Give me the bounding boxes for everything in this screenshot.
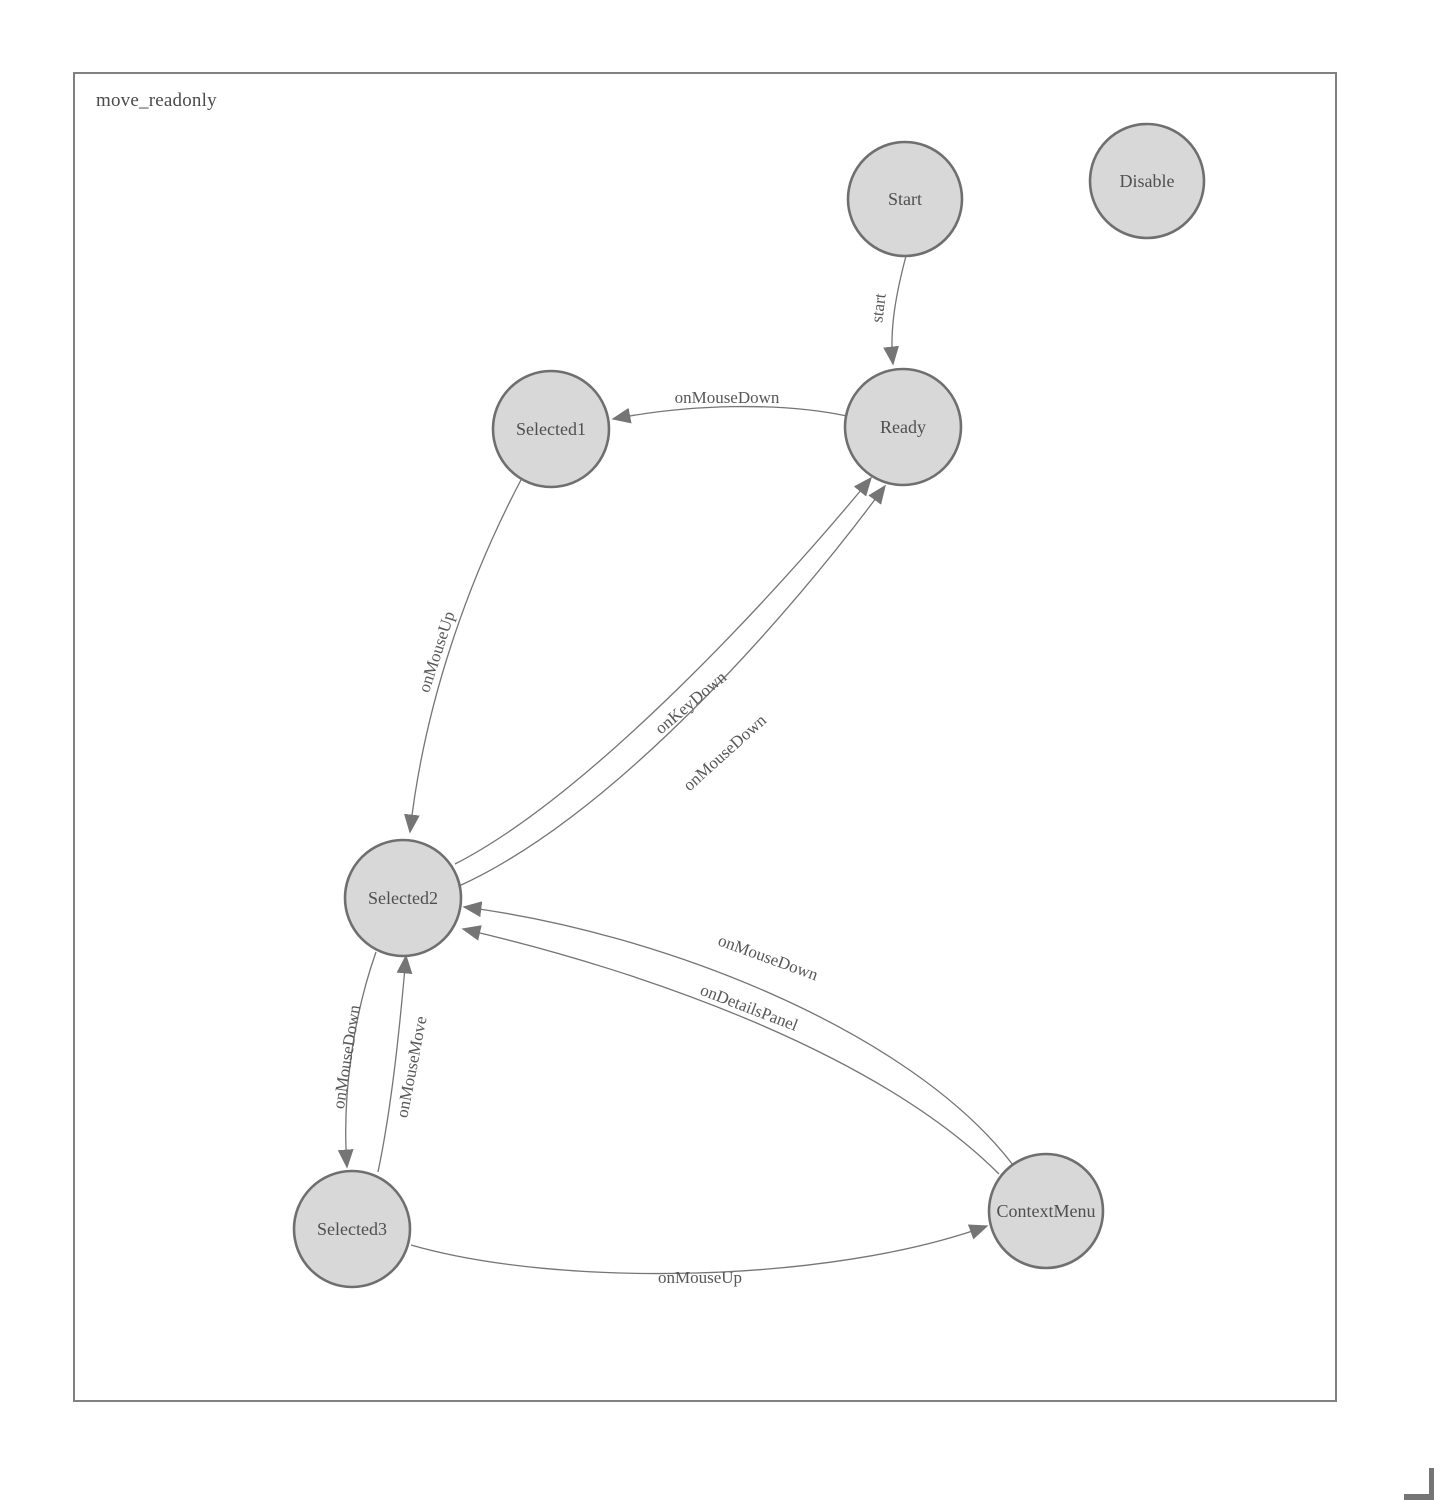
edge-label-start: start — [867, 292, 890, 324]
edge-selected3-to-contextmenu — [411, 1226, 987, 1274]
edge-start-to-ready — [892, 256, 906, 364]
node-selected1-label: Selected1 — [516, 419, 586, 439]
edge-ready-to-selected1 — [613, 407, 847, 419]
node-start-label: Start — [888, 189, 922, 209]
node-ready-label: Ready — [880, 417, 926, 437]
diagram-title: move_readonly — [96, 90, 217, 111]
edge-label-onmousemove: onMouseMove — [392, 1014, 431, 1120]
nodes — [294, 124, 1204, 1287]
edge-label-selected2-selected3: onMouseDown — [328, 1003, 365, 1111]
node-start[interactable] — [848, 142, 962, 256]
edge-label-selected1-selected2: onMouseUp — [414, 608, 459, 695]
node-selected1[interactable] — [493, 371, 609, 487]
node-selected2-label: Selected2 — [368, 888, 438, 908]
edge-selected2-to-ready-mousedown — [459, 486, 885, 886]
edge-label-onkeydown: onKeyDown — [651, 667, 731, 738]
node-disable[interactable] — [1090, 124, 1204, 238]
edge-label-ready-selected1: onMouseDown — [674, 388, 780, 407]
edge-labels — [329, 292, 890, 1287]
edge-label-selected3-contextmenu: onMouseUp — [657, 1268, 743, 1287]
node-selected2[interactable] — [345, 840, 461, 956]
edge-label-ondetailspanel: onDetailsPanel — [697, 980, 801, 1035]
node-disable-label: Disable — [1119, 171, 1175, 191]
scrollbar-corner-horizontal — [1404, 1494, 1434, 1500]
edge-label-contextmenu-selected2-mousedown: onMouseDown — [715, 930, 821, 985]
node-ready[interactable] — [845, 369, 961, 485]
node-selected3[interactable] — [294, 1171, 410, 1287]
node-contextmenu[interactable] — [989, 1154, 1103, 1268]
edge-selected2-to-ready-keydown — [455, 478, 871, 864]
node-contextmenu-label: ContextMenu — [996, 1201, 1096, 1221]
edge-label-selected2-ready-mousedown: onMouseDown — [679, 710, 770, 795]
edge-contextmenu-to-selected2-detailspanel — [463, 929, 999, 1174]
node-selected3-label: Selected3 — [317, 1219, 387, 1239]
